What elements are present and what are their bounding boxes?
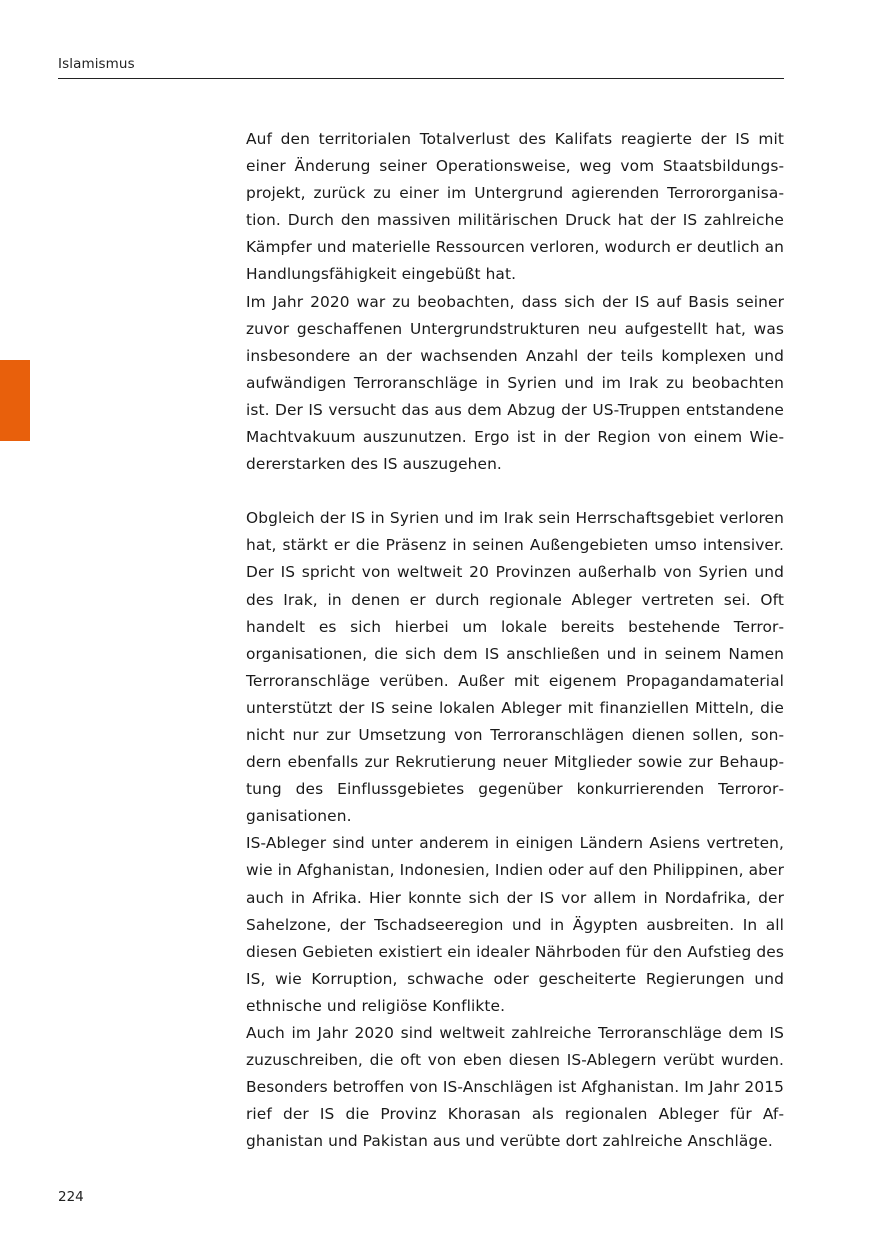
paragraph-2: Im Jahr 2020 war zu beobachten, dass sich der IS auf Basis seiner zuvor geschaffenen Untergrundstrukturen neu aufgestellt hat, was insbesondere an der wachsenden Anzahl der teils komplexen und aufwändigen Terroranschläge in Syrien und im Irak zu beobachten ist. Der IS versucht das aus dem Abzug der US-Truppen entstandene Machtvakuum auszunutzen. Ergo ist in der Region von einem Wiedererstarken des IS auszugehen.: [246, 292, 784, 474]
paragraph-1: Auf den territorialen Totalverlust des Kalifats reagierte der IS mit einer Änderung seiner Operationsweise, weg vom Staatsbildungsprojekt, zurück zu einer im Untergrund agierenden Terrororganisation. Durch den massiven militärischen Druck hat der IS zahlreiche Kämpfer und materielle Ressourcen verloren, wodurch er deutlich an Handlungsfähigkeit eingebüßt hat.: [246, 130, 784, 284]
running-head-title: Islamismus: [58, 56, 135, 72]
paragraph-4: IS-Ableger sind unter anderem in einigen Ländern Asiens vertreten, wie in Afghanistan, Indonesien, Indien oder auf den Philippinen, aber auch in Afrika. Hier konnte sich der IS vor allem in Nordafrika, der Sahelzone, der Tschadseeregion und in Ägypten ausbreiten. In all diesen Gebieten existiert ein idealer Nährboden für den Aufstieg des IS, wie Korruption, schwache oder gescheiterte Regierungen und ethnische und religiöse Konflikte.: [246, 834, 784, 1015]
paragraph-5: Auch im Jahr 2020 sind weltweit zahlreiche Terroranschläge dem IS zuzuschreiben, die oft von eben diesen IS-Ablegern verübt wurden. Besonders betroffen von IS-Anschlägen ist Afghanistan. Im Jahr 2015 rief der IS die Provinz Khorasan als regionalen Ableger für Afghanistan und Pakistan aus und verübte dort zahlreiche Anschläge.: [246, 1024, 784, 1151]
chapter-marker-tab: [0, 360, 30, 441]
header-divider: [58, 78, 784, 79]
main-text-column: [246, 126, 784, 1155]
page-number: 224: [58, 1189, 84, 1205]
paragraph-3: Obgleich der IS in Syrien und im Irak sein Herrschaftsgebiet verloren hat, stärkt er die Präsenz in seinen Außengebieten umso intensiver. Der IS spricht von weltweit 20 Provinzen außerhalb von Syrien und des Irak, in denen er durch regionale Ableger vertreten sei. Oft handelt es sich hierbei um lokale bereits bestehende Terrororganisationen, die sich dem IS anschließen und in seinem Namen Terroranschläge verüben. Außer mit eigenem Propagandamaterial unterstützt der IS seine lokalen Ableger mit finanziellen Mitteln, die nicht nur zur Umsetzung von Terroranschlägen dienen sollen, sondern ebenfalls zur Rekrutierung neuer Mitglieder sowie zur Behauptung des Einflussgebietes gegenüber konkurrierenden Terrororganisationen.: [246, 509, 784, 826]
